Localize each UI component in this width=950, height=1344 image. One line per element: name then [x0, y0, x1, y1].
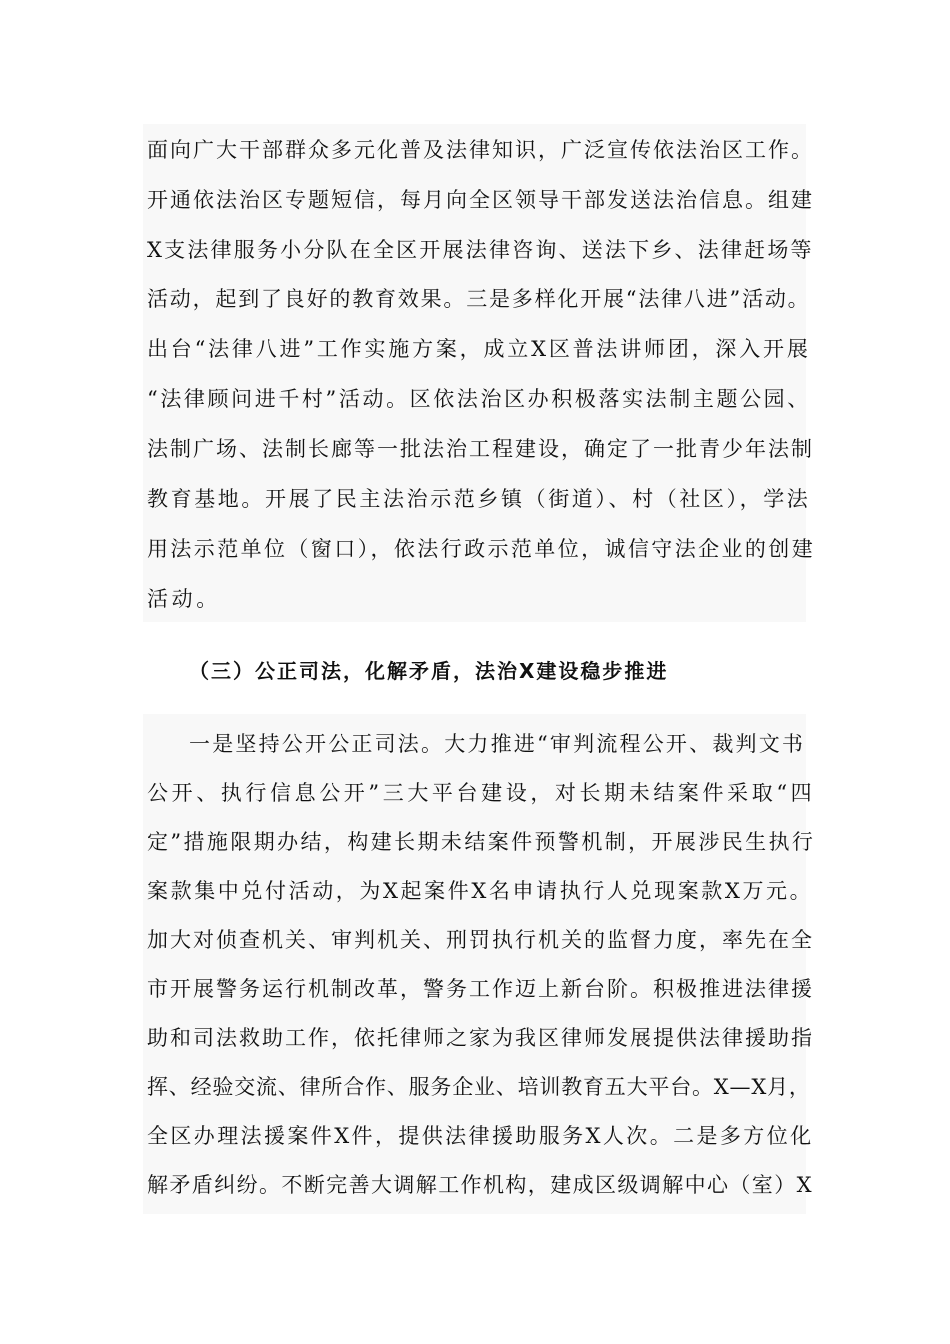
paragraph-line: X支法律服务小分队在全区开展法律咨询、送法下乡、法律赶场等 — [147, 238, 814, 262]
paragraph-line: 出台“法律八进”工作实施方案，成立X区普法讲师团，深入开展 — [147, 337, 811, 361]
paragraph-line: 挥、经验交流、律所合作、服务企业、培训教育五大平台。X—X月， — [147, 1075, 811, 1099]
paragraph-line: 活动。 — [147, 587, 221, 611]
paragraph-line: 用法示范单位（窗口），依法行政示范单位，诚信守法企业的创建 — [147, 537, 816, 561]
paragraph-line: 市开展警务运行机制改革，警务工作迈上新台阶。积极推进法律援 — [147, 977, 814, 1001]
paragraph-line: 面向广大干部群众多元化普及法律知识，广泛宣传依法治区工作。 — [147, 138, 814, 162]
paragraph-line: 开通依法治区专题短信，每月向全区领导干部发送法治信息。组建 — [147, 188, 814, 212]
paragraph-line: 全区办理法援案件X件，提供法律援助服务X人次。二是多方位化 — [147, 1124, 814, 1148]
paragraph-line: 教育基地。开展了民主法治示范乡镇（街道）、村（社区），学法 — [147, 487, 811, 511]
paragraph-line: 法制广场、法制长廊等一批法治工程建设，确定了一批青少年法制 — [147, 437, 814, 461]
paragraph-line: 活动，起到了良好的教育效果。三是多样化开展“法律八进”活动。 — [147, 287, 811, 311]
paragraph-line: 助和司法救助工作，依托律师之家为我区律师发展提供法律援助指 — [147, 1026, 814, 1050]
section-heading: （三）公正司法，化解矛盾，法治X建设稳步推进 — [189, 659, 669, 683]
paragraph-line: 加大对侦查机关、审判机关、刑罚执行机关的监督力度，率先在全 — [147, 928, 814, 952]
paragraph-line: “法律顾问进千村”活动。区依法治区办积极落实法制主题公园、 — [147, 387, 811, 411]
paragraph-line: 公开、执行信息公开”三大平台建设，对长期未结案件采取“四 — [147, 781, 816, 805]
paragraph-line: 解矛盾纠纷。不断完善大调解工作机构，建成区级调解中心（室）X — [147, 1173, 813, 1197]
paragraph-line: 案款集中兑付活动，为X起案件X名申请执行人兑现案款X万元。 — [147, 879, 814, 903]
paragraph-line: 一是坚持公开公正司法。大力推进“审判流程公开、裁判文书 — [189, 732, 806, 756]
paragraph-line: 定”措施限期办结，构建长期未结案件预警机制，开展涉民生执行 — [147, 830, 816, 854]
